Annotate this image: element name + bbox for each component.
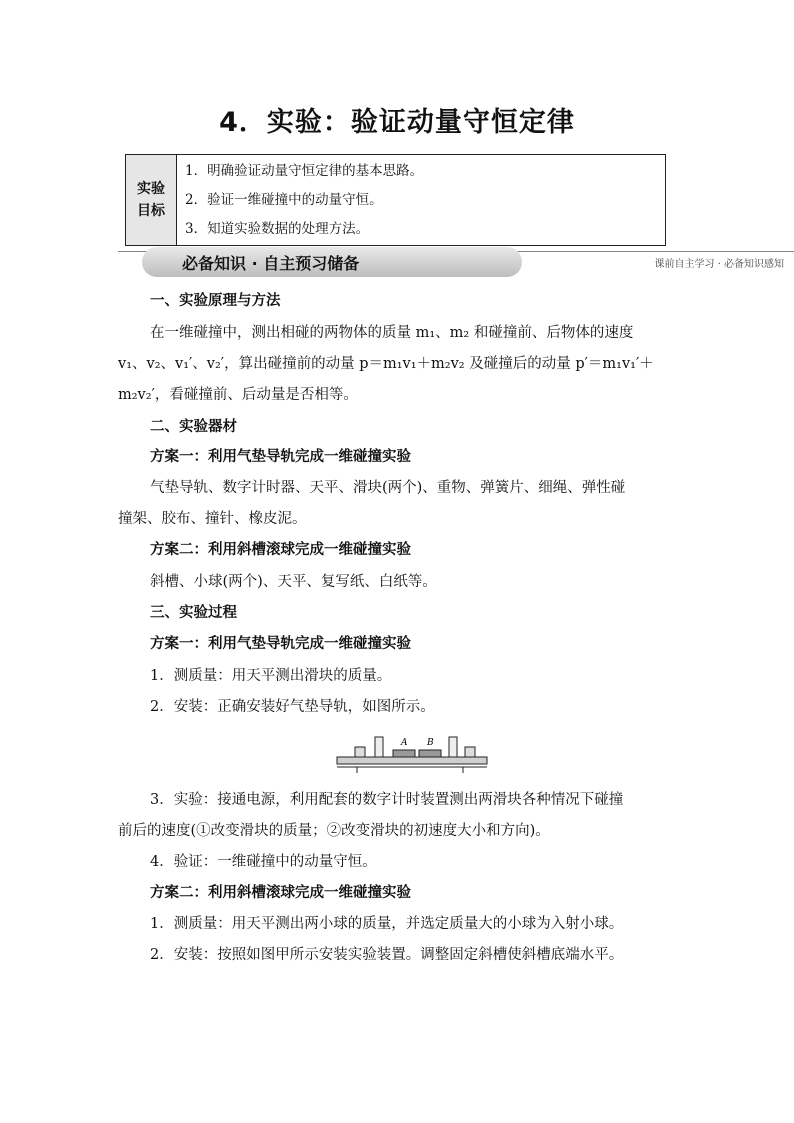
step-line: 2．安装：正确安装好气垫导轨，如图所示。 (150, 699, 435, 715)
principle-line: v₁、v₂、v₁′、v₂′，算出碰撞前的动量 p＝m₁v₁＋m₂v₂ 及碰撞后的动量 p′＝m₁v₁′＋ (118, 356, 654, 372)
equipment-line: 撞架、胶布、撞针、橡皮泥。 (118, 511, 307, 527)
slider-a-label: A (401, 738, 408, 748)
step-line: 1．测质量：用天平测出滑块的质量。 (150, 668, 392, 684)
equipment-line: 气垫导轨、数字计时器、天平、滑块(两个)、重物、弹簧片、细绳、弹性碰 (150, 480, 626, 496)
goal-item: 2．验证一维碰撞中的动量守恒。 (185, 192, 383, 208)
learning-goals-box (125, 154, 666, 246)
plan-b-heading: 方案二：利用斜槽滚球完成一维碰撞实验 (150, 885, 411, 901)
heading-principle: 一、实验原理与方法 (150, 293, 281, 309)
air-track-figure (335, 733, 491, 775)
goal-item: 1．明确验证动量守恒定律的基本思路。 (185, 163, 424, 179)
step-line: 3．实验：接通电源，利用配套的数字计时装置测出两滑块各种情况下碰撞 (150, 792, 624, 808)
plan-a-heading: 方案一：利用气垫导轨完成一维碰撞实验 (150, 636, 411, 652)
equipment-line: 斜槽、小球(两个)、天平、复写纸、白纸等。 (150, 574, 437, 590)
step-line: 1．测质量：用天平测出两小球的质量，并选定质量大的小球为入射小球。 (150, 916, 624, 932)
step-line: 前后的速度(①改变滑块的质量；②改变滑块的初速度大小和方向)。 (118, 823, 550, 839)
band-pill (142, 247, 522, 277)
page-title: 4．实验：验证动量守恒定律 (219, 107, 575, 138)
band-title: 必备知识 · 自主预习储备 (182, 254, 360, 273)
principle-line: 在一维碰撞中，测出相碰的两物体的质量 m₁、m₂ 和碰撞前、后物体的速度 (150, 325, 634, 341)
goals-label-line1: 实验 (137, 181, 165, 197)
goals-label-line2: 目标 (137, 203, 165, 219)
plan-b-heading: 方案二：利用斜槽滚球完成一维碰撞实验 (150, 542, 411, 558)
section-band (118, 247, 794, 279)
plan-a-heading: 方案一：利用气垫导轨完成一维碰撞实验 (150, 449, 411, 465)
band-right-caption: 课前自主学习 · 必备知识感知 (654, 259, 784, 270)
heading-procedure: 三、实验过程 (150, 605, 237, 621)
step-line: 4．验证：一维碰撞中的动量守恒。 (150, 854, 377, 870)
goals-list (177, 155, 665, 245)
goals-label (126, 155, 177, 245)
step-line: 2．安装：按照如图甲所示安装实验装置。调整固定斜槽使斜槽底端水平。 (150, 947, 624, 963)
slider-b-label: B (427, 738, 434, 748)
heading-equipment: 二、实验器材 (150, 419, 237, 435)
goal-item: 3．知道实验数据的处理方法。 (185, 221, 370, 237)
principle-line: m₂v₂′，看碰撞前、后动量是否相等。 (118, 387, 358, 403)
